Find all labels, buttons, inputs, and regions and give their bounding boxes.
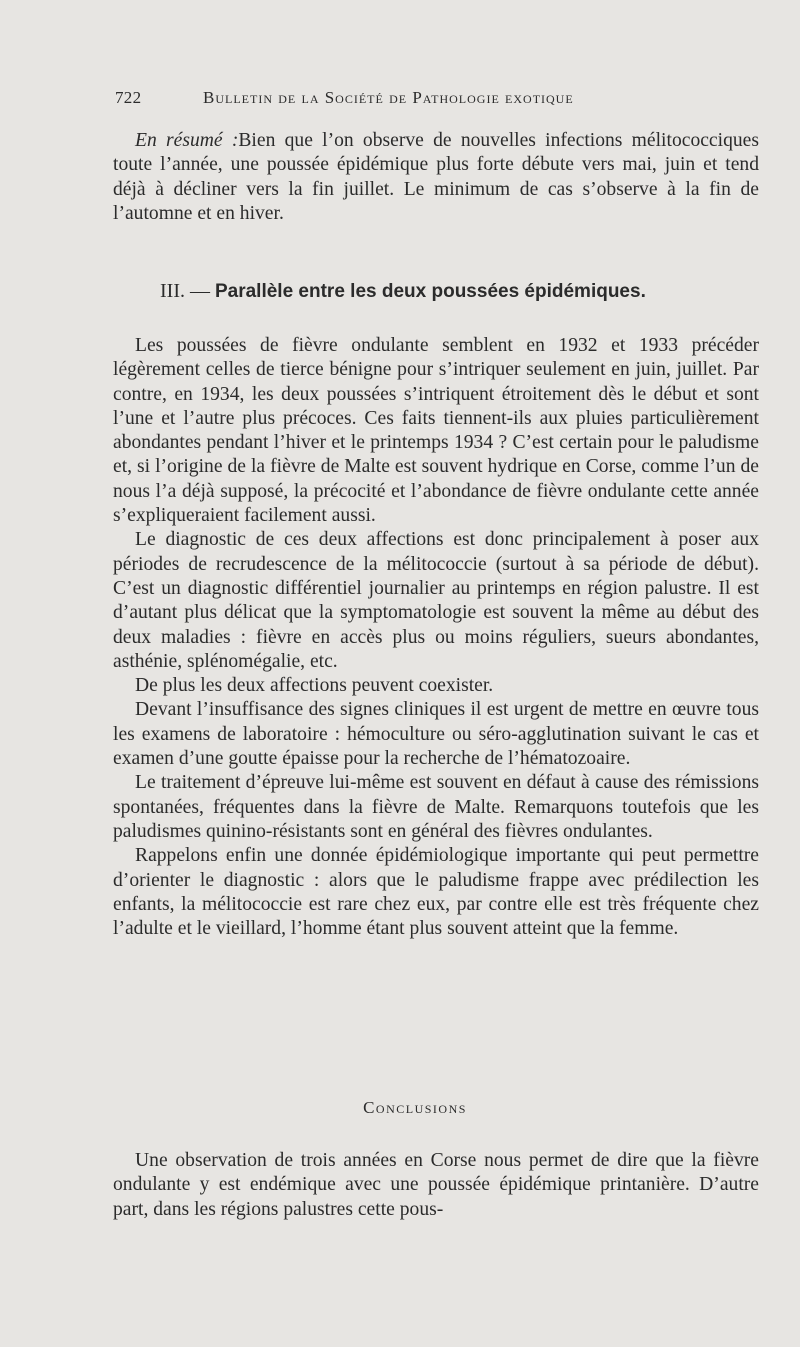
section-body: [113, 334, 759, 941]
paragraph: Les poussées de fièvre ondulante semblent en 1932 et 1933 précéder légèrement celles de tierce bénigne pour s’intriquer seulement en juin, juillet. Par contre, en 1934, les deux poussées s’intriquent étroitement dès le début et sont l’une et l’autre plus précoces. Ces faits tiennent-ils aux pluies particulièrement abondantes pendant l’hiver et le printemps 1934 ? C’est certain pour le paludisme et, si l’origine de la fièvre de Malte est souvent hydrique en Corse, comme l’un de nous l’a déjà supposé, la précocité et l’abondance de fièvre ondulante cette année s’expliqueraient facilement aussi.: [113, 335, 759, 527]
paragraph: Le traitement d’épreuve lui-même est souvent en défaut à cause des rémissions spontanées, fréquentes dans la fièvre de Malte. Remarquons toutefois que les paludismes quinino-résistants sont en général des fièvres ondulantes.: [113, 772, 759, 842]
section-title: Parallèle entre les deux poussées épidémiques.: [214, 281, 646, 302]
paragraph: De plus les deux affections peuvent coexister.: [135, 675, 494, 697]
section-number: III.: [160, 280, 185, 302]
conclusions-heading: Conclusions: [363, 1098, 467, 1117]
paragraph: Le diagnostic de ces deux affections est donc principalement à poser aux périodes de recrudescence de la mélitococcie (surtout à sa période de début). C’est un diagnostic différentiel journalier au printemps en région palustre. Il est d’autant plus délicat que la symptomatologie est souvent la même au début des deux maladies : fièvre en accès plus ou moins réguliers, sueurs abondantes, asthénie, splénomégalie, etc.: [113, 529, 759, 672]
section-dash: —: [184, 280, 215, 302]
page-number: 722: [115, 88, 142, 107]
summary-lead: En résumé :: [135, 130, 239, 151]
paragraph: Rappelons enfin une donnée épidémiologique importante qui peut permettre d’orienter le diagnostic : alors que le paludisme frappe avec prédilection les enfants, la mélitococcie est rare chez eux, par contre elle est très fréquente chez l’adulte et le vieillard, l’homme étant plus souvent atteint que la femme.: [113, 845, 759, 940]
conclusions-paragraph: Une observation de trois années en Corse nous permet de dire que la fièvre ondulante y est endémique avec une poussée épidémique printanière. D’autre part, dans les régions palustres cette pous-: [113, 1150, 759, 1220]
summary-text: Bien que l’on observe de nouvelles infections mélitococciques toute l’année, une poussée épidémique plus forte débute vers mai, juin et tend déjà à décliner vers la fin juillet. Le minimum de cas s’observe à la fin de l’automne et en hiver.: [113, 130, 759, 224]
conclusions-body: [113, 1149, 759, 1222]
section-heading: [160, 280, 760, 303]
paragraph: Devant l’insuffisance des signes cliniques il est urgent de mettre en œuvre tous les examens de laboratoire : hémoculture ou séro-agglutination suivant le cas et examen d’une goutte épaisse pour la recherche de l’hématozoaire.: [113, 699, 759, 770]
running-head: Bulletin de la Société de Pathologie exotique: [203, 88, 574, 107]
summary-paragraph: [113, 129, 759, 226]
